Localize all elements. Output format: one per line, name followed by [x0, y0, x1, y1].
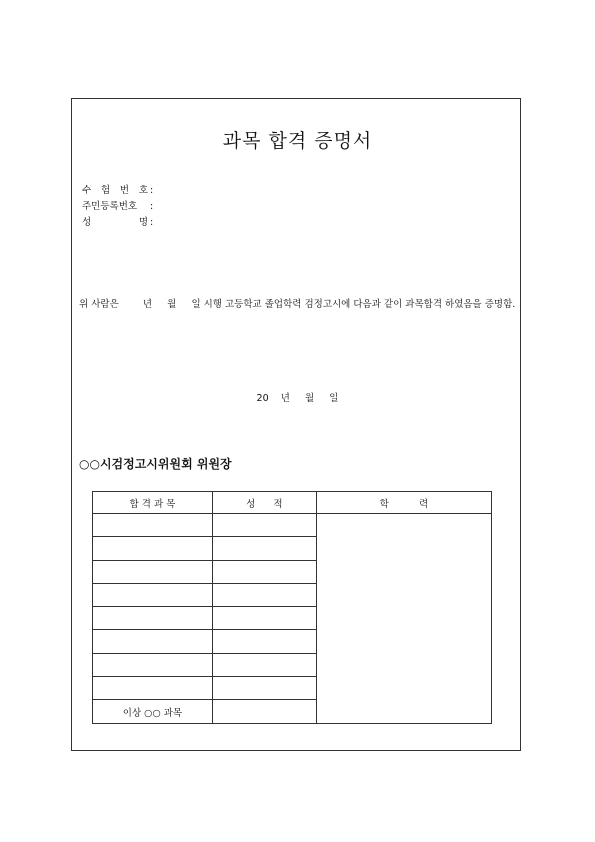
score-cell [212, 630, 316, 653]
header-education: 학 력 [316, 492, 491, 514]
field-resident-number: 주민등록번호 : [82, 199, 153, 215]
subject-cell [93, 537, 213, 560]
table-header-row [93, 492, 492, 514]
issuer-title: ○○시검정고시위원회 위원장 [79, 457, 232, 471]
score-cell [212, 677, 316, 700]
field-name: 성 명 : [82, 215, 153, 231]
score-cell [212, 607, 316, 630]
subject-cell [93, 677, 213, 700]
subject-total-label: 이상 ○○ 과목 [93, 700, 213, 723]
score-cell [212, 537, 316, 560]
score-cell [212, 514, 316, 537]
field-exam-number: 수 험 번 호 : [82, 183, 153, 199]
subject-cell [93, 630, 213, 653]
subject-cell [93, 653, 213, 676]
field-label: 수 험 번 호 [82, 185, 148, 196]
field-label: 주민등록번호 [82, 201, 138, 212]
field-label: 성 명 [82, 217, 148, 228]
score-cell [212, 653, 316, 676]
subject-cell [93, 560, 213, 583]
applicant-fields [82, 183, 153, 231]
passed-subjects-table [92, 491, 492, 724]
score-cell [212, 583, 316, 606]
subject-cell [93, 583, 213, 606]
document-title: 과목 합격 증명서 [222, 130, 373, 152]
subject-cell [93, 514, 213, 537]
score-cell [212, 560, 316, 583]
table-row [93, 514, 492, 537]
header-score: 성 적 [212, 492, 316, 514]
header-subject: 합 격 과 목 [93, 492, 213, 514]
certification-statement: 위 사람은 년 월 일 시행 고등학교 졸업학력 검정고시에 다음과 같이 과목합격 하였음을 증명함. [79, 299, 516, 310]
subject-cell [93, 607, 213, 630]
issue-date: 20 년 월 일 [256, 393, 339, 404]
score-cell [212, 700, 316, 723]
education-cell [316, 514, 491, 724]
